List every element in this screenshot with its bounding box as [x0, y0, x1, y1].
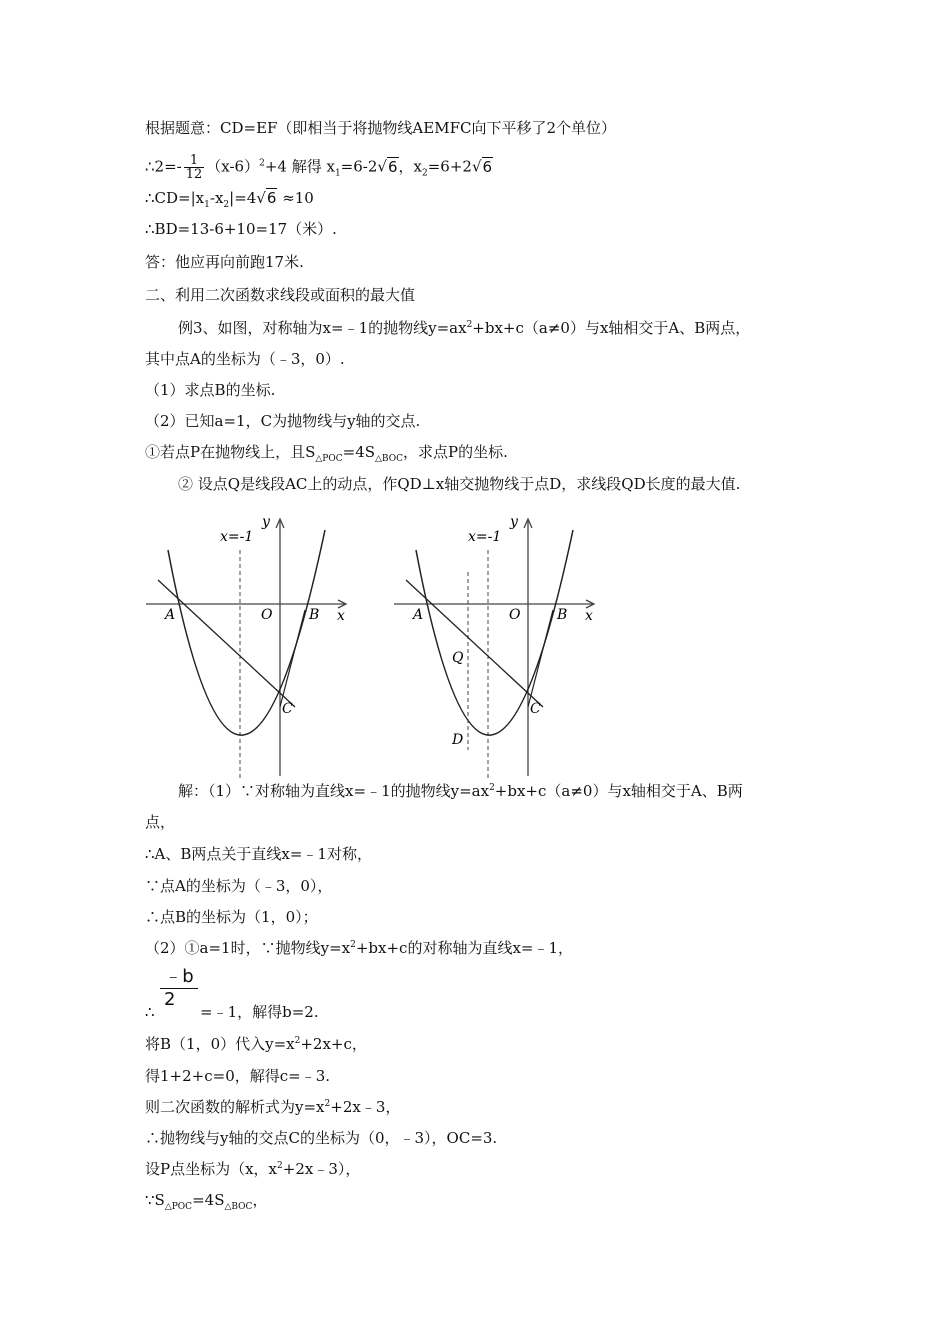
line-text: ①若点P在抛物线上，且S — [145, 443, 316, 461]
line-text: 将B（1，0）代入y=x — [145, 1035, 295, 1053]
x-label: x — [337, 608, 345, 624]
line-text: ≈10 — [277, 189, 314, 207]
point-b-label: B — [309, 607, 320, 623]
line-text: =4S — [192, 1191, 225, 1209]
equation-line — [145, 188, 314, 208]
fraction — [184, 154, 205, 181]
line-text: ∴CD=|x — [145, 189, 205, 207]
line-text: 答：他应再向前跑17米. — [145, 253, 304, 271]
superscript: 2 — [324, 1099, 331, 1109]
line-text: 根据题意：CD=EF（即相当于将抛物线AEMFC向下平移了2个单位） — [145, 119, 617, 137]
subscript: △POC — [164, 1202, 193, 1212]
line-text: 设P点坐标为（x，x — [145, 1160, 278, 1178]
text-line — [145, 907, 318, 927]
fraction-numerator: 1 — [184, 154, 205, 168]
subscript: 2 — [223, 200, 230, 210]
fraction-numerator: ﹣b — [160, 966, 198, 989]
fraction-denominator: 12 — [185, 167, 203, 182]
section-heading — [145, 285, 415, 305]
line-text: ∴A、B两点关于直线x=﹣1对称， — [145, 845, 372, 863]
text-line — [145, 411, 420, 431]
line-text: ∵S — [145, 1191, 165, 1209]
line-text: ∵点A的坐标为（﹣3，0）， — [145, 877, 333, 895]
line-text: （x-6） — [206, 157, 260, 176]
line-text: +bx+c（a≠0）与x轴相交于A、B两点， — [472, 319, 751, 337]
axis-label: x=-1 — [220, 529, 254, 545]
line-text: （1）求点B的坐标. — [145, 381, 276, 399]
line-text: +bx+c的对称轴为直线x=﹣1， — [355, 939, 574, 957]
radicand: 6 — [482, 157, 493, 176]
line-text: +4 解得 x — [264, 157, 335, 176]
parabola — [416, 530, 573, 735]
point-o-label: O — [509, 607, 521, 623]
axis-label: x=-1 — [468, 529, 502, 545]
superscript: 2 — [294, 1036, 301, 1046]
text-line — [145, 442, 508, 462]
text-line — [145, 1097, 400, 1117]
line-text: |=4 — [229, 189, 257, 207]
superscript: 2 — [277, 1161, 283, 1171]
figure-left — [140, 510, 360, 782]
point-b-label: B — [557, 607, 568, 623]
point-a-label: A — [413, 607, 424, 623]
line-bc — [280, 610, 305, 707]
line-text: +2x+c， — [300, 1035, 367, 1053]
superscript: 2 — [350, 940, 356, 950]
point-a-label: A — [165, 607, 176, 623]
text-line — [145, 1034, 367, 1054]
line-text: 例3、如图，对称轴为x=﹣1的抛物线y=ax — [178, 319, 467, 337]
equation-line — [145, 154, 493, 181]
line-text: ，x — [398, 157, 422, 176]
line-text: 点， — [145, 813, 176, 831]
line-text: =6-2 — [340, 157, 378, 176]
text-line — [145, 1190, 267, 1210]
radicand: 6 — [266, 189, 277, 207]
line-text: ∴抛物线与y轴的交点C的坐标为（0，﹣3），OC=3. — [145, 1129, 498, 1147]
line-text: ， — [252, 1191, 268, 1209]
text-line — [145, 1002, 155, 1022]
line-text: 其中点A的坐标为（﹣3，0）. — [145, 350, 345, 368]
point-q-label: Q — [452, 650, 464, 666]
text-line — [145, 876, 332, 896]
point-d-label: D — [452, 732, 464, 748]
text-line — [145, 938, 573, 958]
line-text: 得1+2+c=0，解得c=﹣3. — [145, 1067, 331, 1085]
line-text: ∴ — [145, 1003, 155, 1021]
text-line — [145, 1128, 497, 1148]
text-line — [178, 474, 740, 494]
y-label: y — [262, 514, 270, 530]
line-text: -x — [209, 189, 224, 207]
parabola — [168, 530, 325, 735]
line-text: ∴2=- — [145, 157, 182, 176]
text-line — [145, 252, 304, 272]
line-ac — [406, 580, 543, 707]
line-ac — [158, 580, 295, 707]
line-text: 则二次函数的解析式为y=x — [145, 1098, 325, 1116]
fraction — [160, 966, 198, 1011]
subscript: 1 — [334, 168, 341, 179]
subscript: △BOC — [375, 454, 403, 464]
text-line — [145, 349, 345, 369]
text-line — [178, 318, 750, 338]
subscript: △BOC — [224, 1202, 253, 1212]
superscript: 2 — [466, 320, 473, 330]
figure-right — [388, 510, 608, 782]
line-text: 解：（1）∵对称轴为直线x=﹣1的抛物线y=ax — [178, 782, 490, 800]
text-line — [145, 380, 275, 400]
text-line — [145, 1159, 360, 1179]
text-line — [200, 1002, 319, 1022]
point-c-label: C — [530, 701, 541, 717]
fraction-denominator: 2 — [164, 989, 176, 1010]
superscript: 2 — [259, 158, 265, 169]
line-text: =﹣1，解得b=2. — [200, 1003, 319, 1021]
line-text: ∴点B的坐标为（1，0）； — [145, 908, 318, 926]
text-line — [145, 219, 337, 239]
sqrt-symbol: √6 — [256, 189, 277, 207]
line-text: （2）①a=1时，∵抛物线y=x — [145, 939, 351, 957]
line-text: 二、利用二次函数求线段或面积的最大值 — [145, 286, 416, 304]
subscript: △POC — [315, 454, 343, 464]
text-line — [145, 844, 372, 864]
line-text: =6+2 — [427, 157, 472, 176]
line-text: =4S — [342, 443, 376, 461]
line-text: ，求点P的坐标. — [402, 443, 508, 461]
text-line — [145, 118, 616, 138]
superscript: 2 — [489, 783, 495, 793]
line-text: +2x﹣3， — [330, 1098, 401, 1116]
subscript: 2 — [421, 168, 428, 179]
y-label: y — [510, 514, 518, 530]
text-line — [145, 1066, 330, 1086]
line-text: ∴BD=13-6+10=17（米）. — [145, 220, 337, 238]
x-label: x — [585, 608, 593, 624]
point-c-label: C — [282, 701, 293, 717]
text-line — [145, 812, 175, 832]
line-bc — [528, 610, 553, 707]
sqrt-symbol: √6 — [471, 157, 493, 176]
line-text: +2x﹣3）， — [282, 1160, 361, 1178]
line-text: +bx+c（a≠0）与x轴相交于A、B两 — [494, 782, 743, 800]
sqrt-symbol: √6 — [377, 157, 398, 176]
subscript: 1 — [204, 200, 210, 210]
text-line — [178, 781, 743, 801]
line-text: （2）已知a=1，C为抛物线与y轴的交点. — [145, 412, 421, 430]
point-o-label: O — [261, 607, 273, 623]
radicand: 6 — [387, 157, 398, 176]
line-text: ② 设点Q是线段AC上的动点，作QD⊥x轴交抛物线于点D，求线段QD长度的最大值. — [178, 475, 741, 493]
